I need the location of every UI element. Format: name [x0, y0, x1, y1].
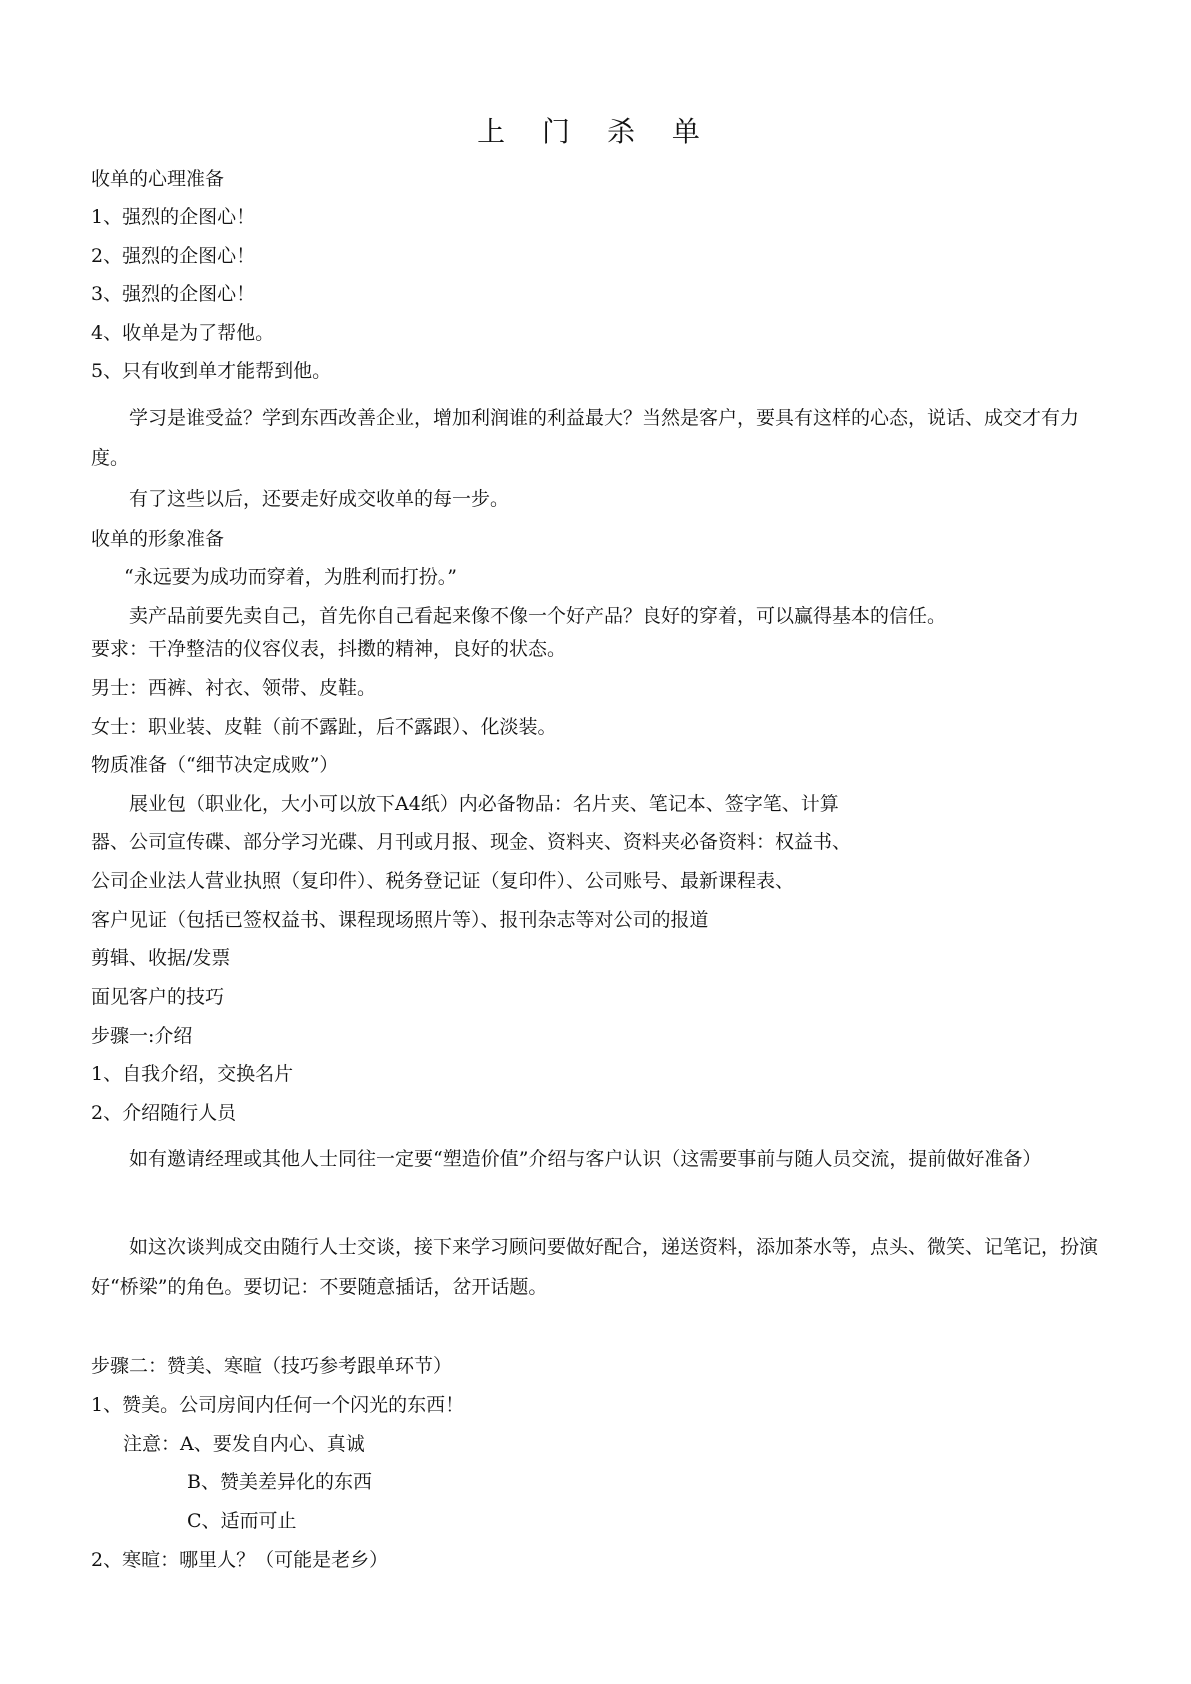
quote: “永远要为成功而穿着，为胜利而打扮。”	[124, 566, 457, 588]
heading-meeting-skills: 面见客户的技巧	[91, 986, 225, 1008]
paragraph: 公司企业法人营业执照（复印件）、税务登记证（复印件）、公司账号、最新课程表、	[91, 870, 795, 892]
list-item: 5、只有收到单才能帮到他。	[91, 360, 332, 382]
paragraph: 卖产品前要先卖自己，首先你自己看起来像不像一个好产品？良好的穿着，可以赢得基本的信任。	[129, 605, 947, 627]
list-item: 2、寒暄：哪里人？（可能是老乡）	[91, 1549, 389, 1571]
paragraph: 要求：干净整洁的仪容仪表，抖擞的精神，良好的状态。	[91, 638, 567, 660]
heading-psych-prep: 收单的心理准备	[91, 168, 225, 190]
note: B、赞美差异化的东西	[187, 1471, 372, 1493]
paragraph: 器、公司宣传碟、部分学习光碟、月刊或月报、现金、资料夹、资料夹必备资料：权益书、	[91, 831, 852, 853]
paragraph: 客户见证（包括已签权益书、课程现场照片等）、报刊杂志等对公司的报道	[91, 909, 709, 931]
heading-step-one: 步骤一:介绍	[91, 1025, 193, 1047]
list-item: 1、强烈的企图心！	[91, 206, 256, 228]
heading-image-prep: 收单的形象准备	[91, 528, 225, 550]
paragraph: 剪辑、收据/发票	[91, 947, 231, 969]
document-title: 上 门 杀 单	[477, 115, 714, 148]
list-item: 4、收单是为了帮他。	[91, 322, 275, 344]
paragraph: 学习是谁受益？学到东西改善企业，增加利润谁的利益最大？当然是客户，要具有这样的心态，说话、成交才有力度。	[91, 407, 1080, 469]
note: 注意：A、要发自内心、真诚	[123, 1433, 365, 1455]
list-item: 2、介绍随行人员	[91, 1102, 237, 1124]
list-item: 3、强烈的企图心！	[91, 283, 256, 305]
paragraph: 男士：西裤、衬衣、领带、皮鞋。	[91, 677, 377, 699]
paragraph: 有了这些以后，还要走好成交收单的每一步。	[129, 488, 510, 510]
list-item: 2、强烈的企图心！	[91, 245, 256, 267]
list-item: 1、赞美。公司房间内任何一个闪光的东西！	[91, 1394, 465, 1416]
paragraph: 如这次谈判成交由随行人士交谈，接下来学习顾问要做好配合，递送资料，添加茶水等，点头、微笑、记笔记，扮演好“桥梁”的角色。要切记：不要随意插话，岔开话题。	[91, 1236, 1099, 1298]
paragraph: 展业包（职业化，大小可以放下A4纸）内必备物品：名片夹、笔记本、签字笔、计算	[129, 793, 839, 815]
paragraph: 女士：职业装、皮鞋（前不露趾，后不露跟）、化淡装。	[91, 716, 557, 738]
heading-material-prep: 物质准备（“细节决定成败”）	[91, 754, 339, 776]
paragraph: 如有邀请经理或其他人士同往一定要“塑造价值”介绍与客户认识（这需要事前与随人员交流，提前做好准备）	[129, 1148, 1042, 1170]
heading-step-two: 步骤二：赞美、寒暄（技巧参考跟单环节）	[91, 1355, 453, 1377]
note: C、适而可止	[187, 1510, 297, 1532]
list-item: 1、自我介绍，交换名片	[91, 1063, 294, 1085]
